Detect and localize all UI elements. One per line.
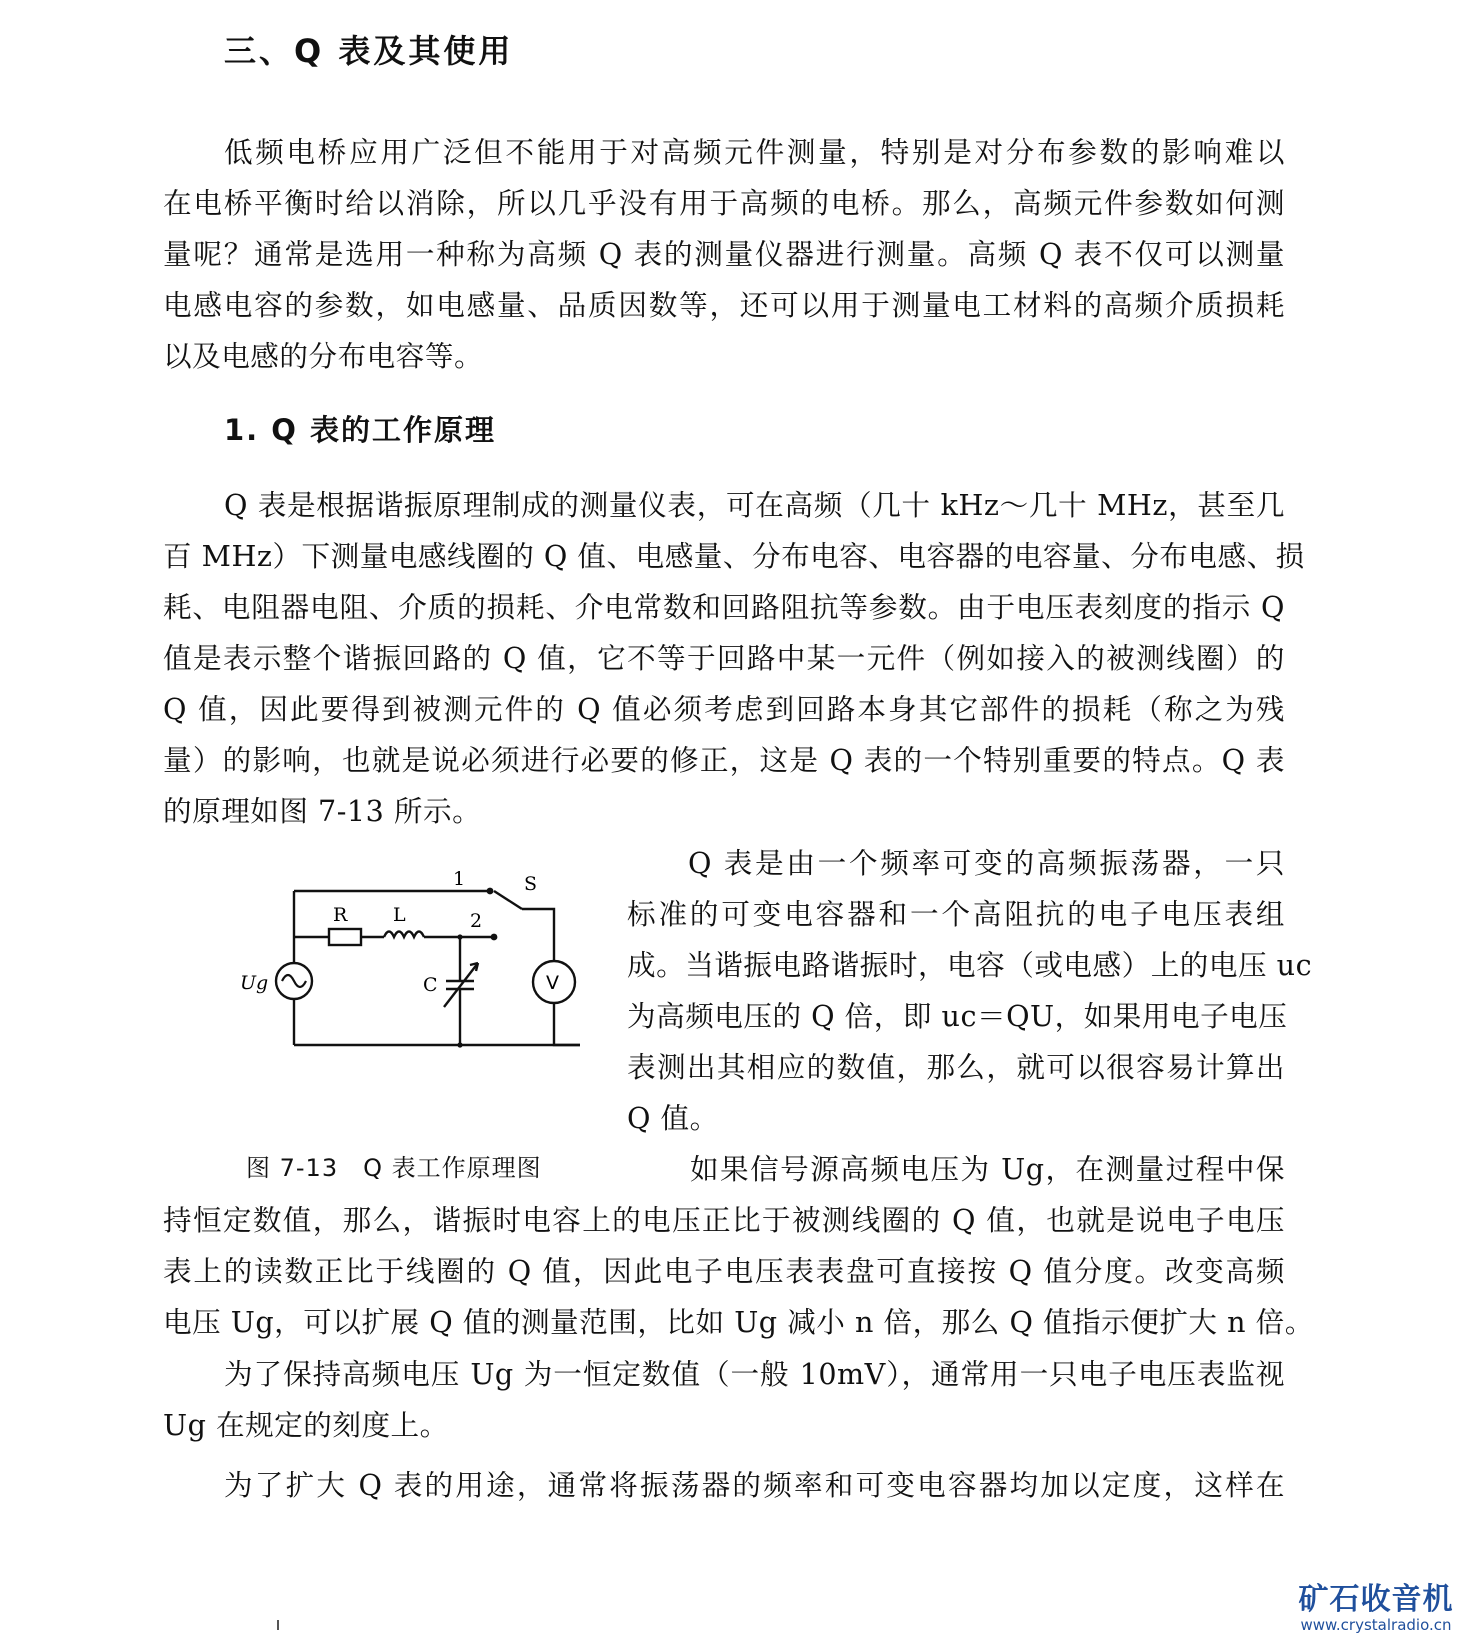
text-line: 标准的可变电容器和一个高阻抗的电子电压表组 <box>627 897 1285 931</box>
text-line: 表测出其相应的数值，那么，就可以很容易计算出 <box>627 1050 1285 1084</box>
source-label: Ug <box>240 972 269 994</box>
text-line: 持恒定数值，那么，谐振时电容上的电压正比于被测线圈的 Q 值，也就是说电子电压 <box>163 1203 1285 1237</box>
text-line: 以及电感的分布电容等。 <box>163 339 484 373</box>
text-line: 耗、电阻器电阻、介质的损耗、介电常数和回路阻抗等参数。由于电压表刻度的指示 Q <box>163 590 1285 624</box>
voltmeter-label: V <box>546 972 559 994</box>
intro-paragraph <box>163 127 1285 382</box>
text-line: Q 表是根据谐振原理制成的测量仪表，可在高频（几十 kHz～几十 MHz，甚至几 <box>224 488 1285 522</box>
q-meter-circuit-diagram <box>232 868 612 1095</box>
text-line: 表上的读数正比于线圈的 Q 值，因此电子电压表表盘可直接按 Q 值分度。改变高频 <box>163 1254 1285 1288</box>
last-paragraph <box>163 1460 1285 1511</box>
text-line: Q 值。 <box>627 1101 719 1135</box>
text-line: 成。当谐振电路谐振时，电容（或电感）上的电压 uc <box>627 948 1313 982</box>
capacitor-label: C <box>423 974 438 996</box>
text-line: 为高频电压的 Q 倍，即 uc＝QU，如果用电子电压 <box>627 999 1288 1033</box>
text-line: 电感电容的参数，如电感量、品质因数等，还可以用于测量电工材料的高频介质损耗 <box>163 288 1285 322</box>
text-line: 量呢？通常是选用一种称为高频 Q 表的测量仪器进行测量。高频 Q 表不仅可以测量 <box>163 237 1285 271</box>
subsection-heading: 1. Q 表的工作原理 <box>224 413 497 447</box>
principle-paragraph <box>163 480 1305 837</box>
side-paragraph <box>627 838 1313 1144</box>
text-line: 在电桥平衡时给以消除，所以几乎没有用于高频的电桥。那么，高频元件参数如何测 <box>163 186 1285 220</box>
text-line: 电压 Ug，可以扩展 Q 值的测量范围，比如 Ug 减小 n 倍，那么 Q 值指示便扩大 n 倍。 <box>163 1305 1314 1339</box>
watermark-title: 矿石收音机 <box>1298 1582 1454 1617</box>
figure-caption: 图 7-13 Q 表工作原理图 <box>246 1154 542 1182</box>
text-line: Q 值，因此要得到被测元件的 Q 值必须考虑到回路本身其它部件的损耗（称之为残 <box>163 692 1285 726</box>
watermark <box>1281 1574 1471 1634</box>
terminal-2-label: 2 <box>470 910 483 932</box>
inductor-label: L <box>393 904 406 926</box>
text-line: Ug 在规定的刻度上。 <box>163 1408 449 1442</box>
resistor-label: R <box>333 904 348 926</box>
text-line: 值是表示整个谐振回路的 Q 值，它不等于回路中某一元件（例如接入的被测线圈）的 <box>163 641 1285 675</box>
text-line: 量）的影响，也就是说必须进行必要的修正，这是 Q 表的一个特别重要的特点。Q 表 <box>163 743 1285 777</box>
watermark-url: www.crystalradio.cn <box>1300 1616 1452 1634</box>
text-line: 百 MHz）下测量电感线圈的 Q 值、电感量、分布电容、电容器的电容量、分布电感、损 <box>163 539 1305 573</box>
switch-label: S <box>524 873 538 895</box>
page-mark <box>277 1620 279 1630</box>
text-line: 的原理如图 7-13 所示。 <box>163 794 482 828</box>
monitor-paragraph <box>163 1349 1285 1451</box>
text-line: 为了扩大 Q 表的用途，通常将振荡器的频率和可变电容器均加以定度，这样在 <box>224 1468 1285 1502</box>
voltage-paragraph <box>163 1144 1314 1348</box>
text-line: 如果信号源高频电压为 Ug，在测量过程中保 <box>690 1152 1285 1186</box>
section-heading: 三、Q 表及其使用 <box>224 32 514 70</box>
text-line: Q 表是由一个频率可变的高频振荡器，一只 <box>688 846 1285 880</box>
text-line: 低频电桥应用广泛但不能用于对高频元件测量，特别是对分布参数的影响难以 <box>224 135 1285 169</box>
text-line: 为了保持高频电压 Ug 为一恒定数值（一般 10mV），通常用一只电子电压表监视 <box>224 1357 1285 1391</box>
terminal-1-label: 1 <box>453 868 466 890</box>
